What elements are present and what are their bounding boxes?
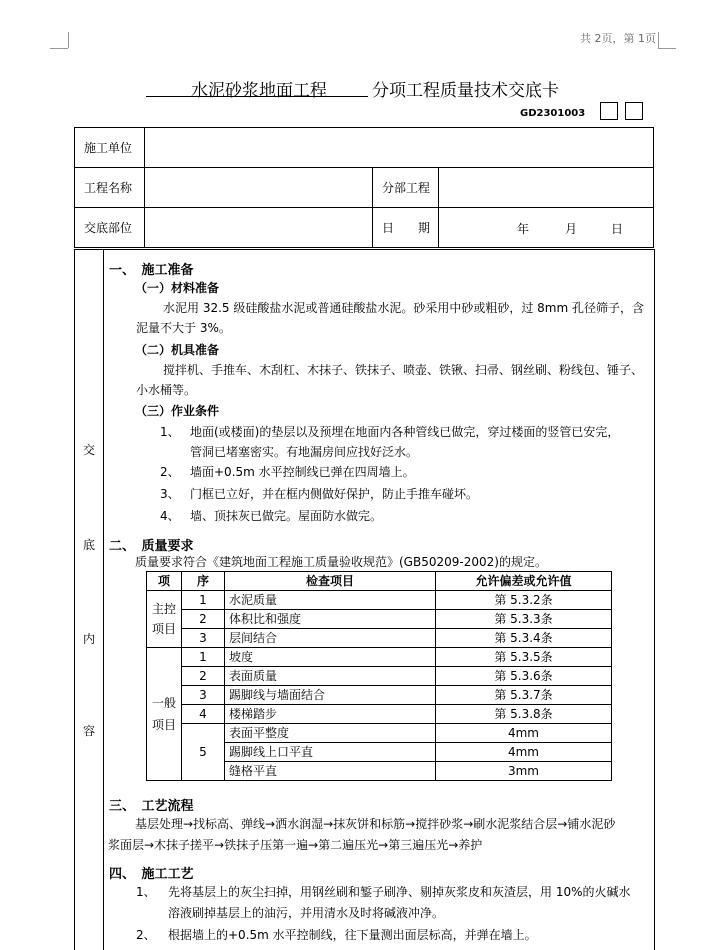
step-1-number: 1、 (136, 885, 156, 899)
table-row (147, 667, 612, 686)
row-value: 3mm (436, 762, 612, 781)
row-value: 第 5.3.3条 (436, 610, 612, 629)
step-2-number: 2、 (136, 928, 156, 942)
row-item: 踢脚线与墙面结合 (225, 686, 436, 705)
row-seq: 3 (182, 686, 225, 705)
field-project-name[interactable] (145, 168, 373, 208)
row-seq: 5 (182, 724, 225, 781)
group-main-control: 主控项目 (147, 591, 182, 648)
row-seq: 3 (182, 629, 225, 648)
subsection-materials: （一）材料准备 (135, 281, 220, 295)
condition-1-text: 地面(或楼面)的垫层以及预埋在地面内各种管线已做完，穿过楼面的竖管已安完， (190, 425, 620, 439)
section-1-title: 一、 施工准备 (109, 263, 194, 278)
row-item: 楼梯踏步 (225, 705, 436, 724)
label-construction-unit: 施工单位 (75, 128, 145, 168)
section-2-title: 二、 质量要求 (109, 539, 194, 554)
label-location: 交底部位 (75, 208, 145, 248)
title-project-name: 水泥砂浆地面工程 (191, 81, 327, 101)
crop-mark-right-v (658, 32, 659, 48)
condition-1-number: 1、 (160, 425, 180, 439)
table-row (147, 724, 612, 743)
condition-3-number: 3、 (160, 487, 180, 501)
row-value: 第 5.3.7条 (436, 686, 612, 705)
page-indicator: 共 2页，第 1页 (580, 32, 656, 45)
row-seq: 2 (182, 667, 225, 686)
side-label-column (75, 250, 104, 950)
row-item: 层间结合 (225, 629, 436, 648)
row-seq: 2 (182, 610, 225, 629)
condition-4-text: 墙、顶抹灰已做完。屋面防水做完。 (190, 509, 383, 523)
quality-table-header (147, 572, 612, 591)
group-general: 一般项目 (147, 648, 182, 781)
label-project-name: 工程名称 (75, 168, 145, 208)
col-header-seq: 序 (182, 572, 225, 591)
date-year: 年 (517, 222, 530, 236)
step-1-text: 先将基层上的灰尘扫掉，用钢丝刷和錾子刷净、剔掉灰浆皮和灰渣层，用 10%的火碱水 (168, 885, 631, 899)
tools-text-line2: 小水桶等。 (136, 383, 197, 397)
row-value: 4mm (436, 724, 612, 743)
condition-2-number: 2、 (160, 465, 180, 479)
field-construction-unit[interactable] (145, 128, 654, 168)
label-subproject: 分部工程 (373, 168, 439, 208)
condition-1-text-cont: 管洞已堵塞密实。有地漏房间应找好泛水。 (190, 445, 419, 459)
row-value: 第 5.3.2条 (436, 591, 612, 610)
subsection-tools: （二）机具准备 (135, 343, 220, 357)
process-flow-line2: 浆面层→木抹子搓平→铁抹子压第一遍→第二遍压光→第三遍压光→养护 (108, 838, 483, 852)
field-location[interactable] (145, 208, 373, 248)
quality-intro-text: 质量要求符合《建筑地面工程施工质量验收规范》(GB50209-2002)的规定。 (135, 555, 547, 569)
table-row (147, 648, 612, 667)
row-item: 水泥质量 (225, 591, 436, 610)
condition-2-text: 墙面+0.5m 水平控制线已弹在四周墙上。 (190, 465, 415, 479)
row-item: 缝格平直 (225, 762, 436, 781)
field-date[interactable] (439, 208, 654, 248)
title-underline (146, 96, 368, 97)
tools-text-line1: 搅拌机、手推车、木刮杠、木抹子、铁抹子、喷壶、铁锹、扫帚、钢丝刷、粉线包、锤子、 (163, 363, 644, 377)
quality-table (146, 571, 612, 781)
side-label-char: 内 (82, 632, 95, 646)
document-code: GD2301003 (520, 108, 586, 119)
row-item: 坡度 (225, 648, 436, 667)
row-value: 第 5.3.6条 (436, 667, 612, 686)
checkbox-1[interactable] (600, 102, 618, 120)
row-item: 体积比和强度 (225, 610, 436, 629)
row-value: 第 5.3.4条 (436, 629, 612, 648)
row-seq: 1 (182, 591, 225, 610)
row-value: 第 5.3.8条 (436, 705, 612, 724)
section-3-title: 三、 工艺流程 (109, 799, 194, 814)
side-label-char: 容 (82, 724, 95, 738)
date-month: 月 (565, 222, 578, 236)
side-label-char: 底 (82, 538, 95, 552)
condition-3-text: 门框已立好，并在框内侧做好保护，防止手推车碰坏。 (190, 487, 479, 501)
crop-mark-left-h (50, 48, 68, 49)
condition-4-number: 4、 (160, 509, 180, 523)
row-seq: 4 (182, 705, 225, 724)
row-item: 表面质量 (225, 667, 436, 686)
materials-text-line2: 泥量不大于 3%。 (136, 321, 231, 335)
row-value: 第 5.3.5条 (436, 648, 612, 667)
col-header-category: 项 (147, 572, 182, 591)
row-item: 表面平整度 (225, 724, 436, 743)
crop-mark-right-h (658, 48, 676, 49)
title-suffix: 分项工程质量技术交底卡 (372, 81, 559, 101)
subsection-conditions: （三）作业条件 (135, 404, 220, 418)
table-row (147, 591, 612, 610)
table-row (147, 629, 612, 648)
section-4-title: 四、 施工工艺 (109, 867, 194, 882)
header-info-table (74, 127, 654, 248)
col-header-allowance: 允许偏差或允许值 (436, 572, 612, 591)
table-row (147, 686, 612, 705)
col-header-item: 检查项目 (225, 572, 436, 591)
process-flow-line1: 基层处理→找标高、弹线→洒水润湿→抹灰饼和标筋→搅拌砂浆→刷水泥浆结合层→铺水泥砂 (135, 817, 616, 831)
row-seq: 1 (182, 648, 225, 667)
crop-mark-left-v (68, 32, 69, 48)
side-label-char: 交 (82, 443, 95, 457)
label-date: 日 期 (373, 208, 439, 248)
row-item: 踢脚线上口平直 (225, 743, 436, 762)
row-value: 4mm (436, 743, 612, 762)
table-row (147, 610, 612, 629)
date-day: 日 (611, 222, 624, 236)
step-2-text: 根据墙上的+0.5m 水平控制线，往下量测出面层标高，并弹在墙上。 (168, 928, 537, 942)
field-subproject[interactable] (439, 168, 654, 208)
table-row (147, 705, 612, 724)
materials-text-line1: 水泥用 32.5 级硅酸盐水泥或普通硅酸盐水泥。砂采用中砂或粗砂，过 8mm 孔径筛子，含 (163, 301, 644, 315)
checkbox-2[interactable] (625, 102, 643, 120)
step-1-text-cont: 溶液刷掉基层上的油污，并用清水及时将碱液冲净。 (168, 906, 445, 920)
